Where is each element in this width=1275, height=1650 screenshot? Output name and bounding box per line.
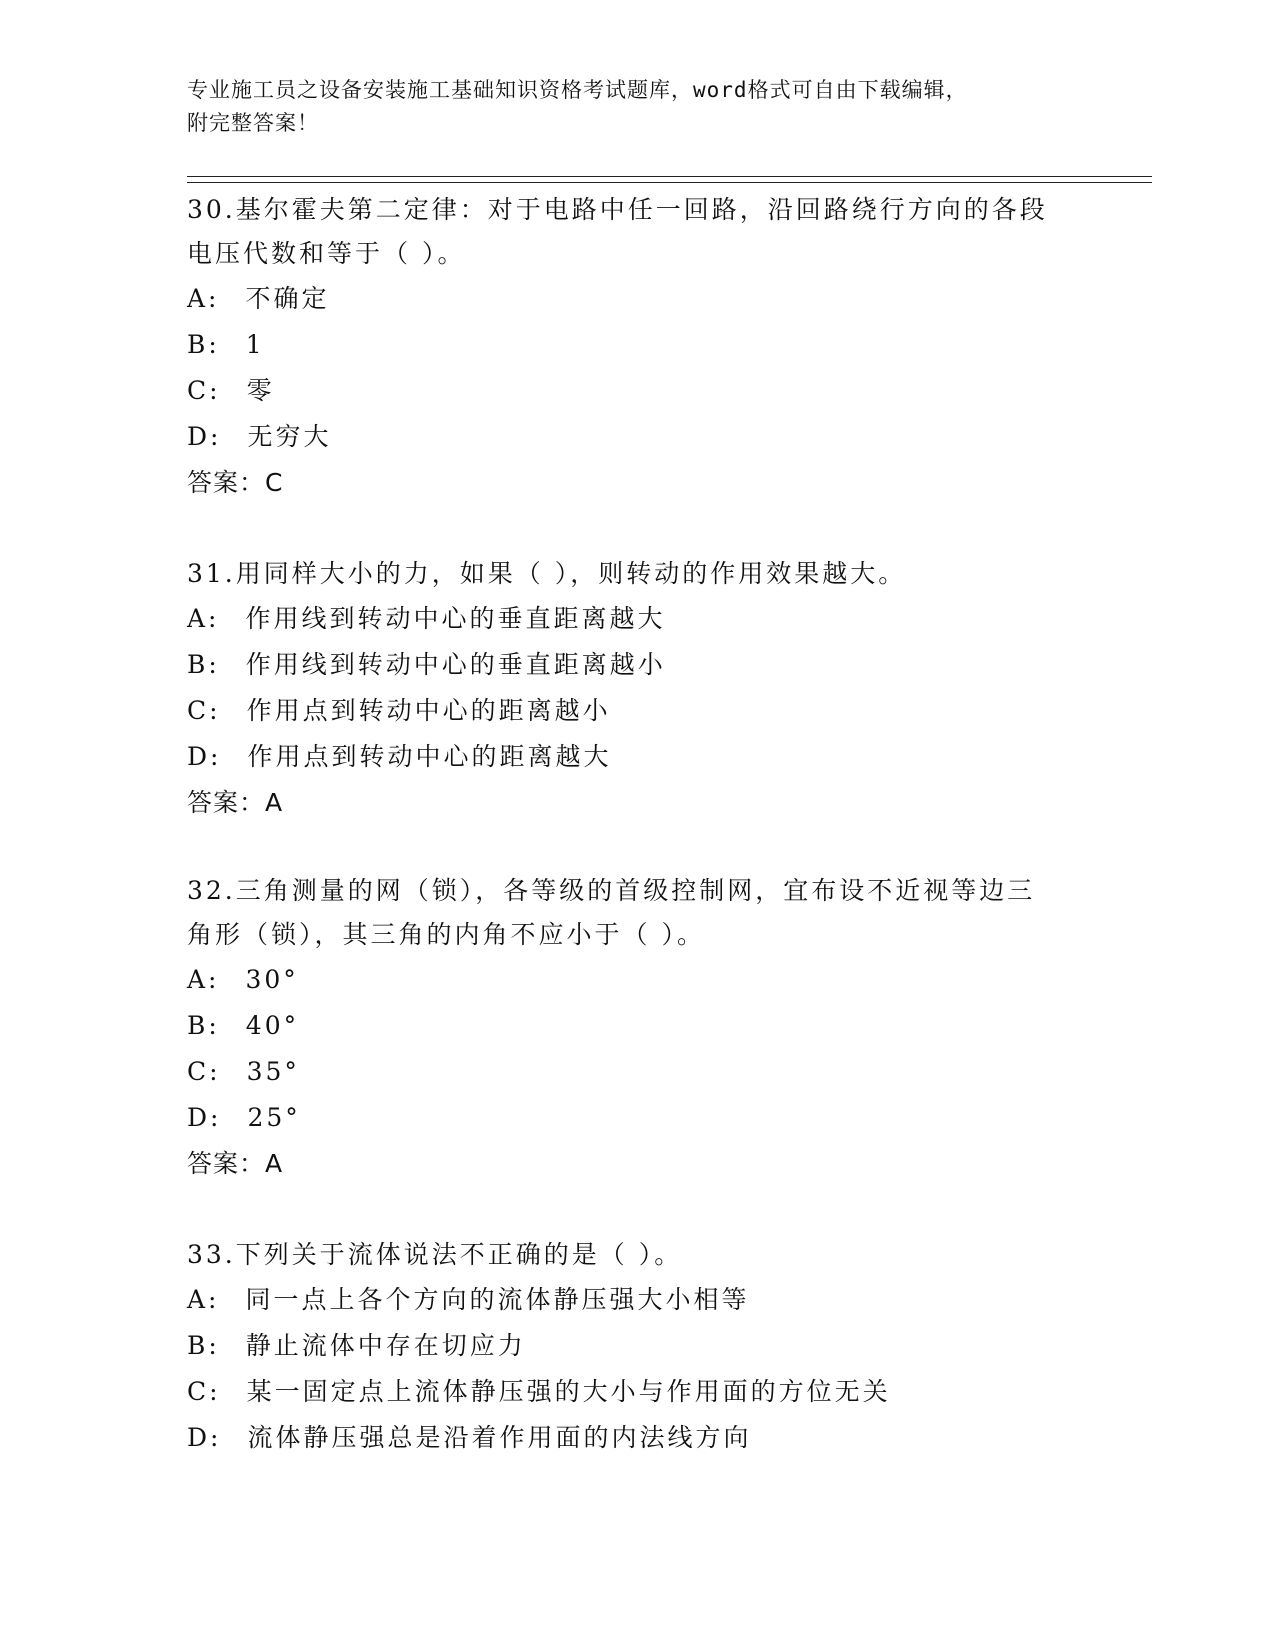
question-stem-line: 电压代数和等于（ ）。 (187, 239, 466, 268)
header-line-2: 附完整答案！ (187, 111, 319, 135)
option-letter: B: (187, 650, 220, 679)
option-text: 作用线到转动中心的垂直距离越大 (245, 604, 666, 633)
option-letter: D: (187, 1103, 222, 1132)
option-text: 作用点到转动中心的距离越大 (247, 742, 612, 771)
option-letter: A: (187, 284, 220, 313)
option-a (187, 596, 1087, 642)
option-a (187, 1277, 1087, 1323)
option-c (187, 688, 1087, 734)
option-b (187, 1323, 1087, 1369)
option-text: 25° (247, 1103, 301, 1132)
option-text: 作用线到转动中心的垂直距离越小 (245, 650, 666, 679)
option-c (187, 368, 1087, 414)
question-32 (187, 869, 1087, 1187)
option-letter: B: (187, 1011, 220, 1040)
option-text: 静止流体中存在切应力 (245, 1331, 526, 1360)
option-letter: B: (187, 1331, 220, 1360)
answer-line: 答案：A (187, 1149, 284, 1178)
option-letter: C: (187, 376, 221, 405)
option-d (187, 734, 1087, 780)
option-a (187, 276, 1087, 322)
option-text: 同一点上各个方向的流体静压强大小相等 (245, 1285, 750, 1314)
option-text: 作用点到转动中心的距离越小 (246, 696, 611, 725)
option-letter: A: (187, 1285, 220, 1314)
question-31 (187, 552, 1087, 826)
option-text: 零 (246, 376, 275, 405)
option-d (187, 414, 1087, 460)
question-stem-line: 31.用同样大小的力，如果（ ），则转动的作用效果越大。 (187, 559, 907, 588)
option-text: 1 (245, 330, 265, 359)
option-letter: A: (187, 604, 220, 633)
option-text: 35° (246, 1057, 300, 1086)
option-text: 40° (245, 1011, 300, 1040)
answer-line: 答案：A (187, 788, 284, 817)
header-divider-bottom (187, 182, 1152, 183)
option-c (187, 1049, 1087, 1095)
question-stem-line: 角形（锁），其三角的内角不应小于（ ）。 (187, 920, 705, 949)
option-letter: C: (187, 696, 221, 725)
option-text: 30° (245, 965, 299, 994)
option-c (187, 1369, 1087, 1415)
option-letter: A: (187, 965, 220, 994)
option-b (187, 642, 1087, 688)
header-divider-top (187, 176, 1152, 177)
option-letter: D: (187, 1423, 222, 1452)
question-stem-line: 30.基尔霍夫第二定律：对于电路中任一回路，沿回路绕行方向的各段 (187, 195, 1048, 224)
option-letter: C: (187, 1377, 221, 1406)
option-letter: D: (187, 742, 222, 771)
option-d (187, 1415, 1087, 1461)
option-d (187, 1095, 1087, 1141)
question-stem-line: 32.三角测量的网（锁），各等级的首级控制网，宜布设不近视等边三 (187, 876, 1036, 905)
question-30 (187, 188, 1087, 506)
answer-line: 答案：C (187, 468, 284, 497)
option-letter: D: (187, 422, 222, 451)
question-stem-line: 33.下列关于流体说法不正确的是（ ）。 (187, 1240, 683, 1269)
document-header (187, 74, 1087, 140)
option-text: 无穷大 (247, 422, 332, 451)
option-text: 某一固定点上流体静压强的大小与作用面的方位无关 (246, 1377, 891, 1406)
option-b (187, 322, 1087, 368)
option-letter: B: (187, 330, 220, 359)
option-text: 不确定 (245, 284, 330, 313)
option-text: 流体静压强总是沿着作用面的内法线方向 (247, 1423, 752, 1452)
option-b (187, 1003, 1087, 1049)
option-a (187, 957, 1087, 1003)
header-line-1: 专业施工员之设备安装施工基础知识资格考试题库，word格式可自由下载编辑， (187, 78, 968, 102)
option-letter: C: (187, 1057, 221, 1086)
question-33 (187, 1233, 1087, 1461)
